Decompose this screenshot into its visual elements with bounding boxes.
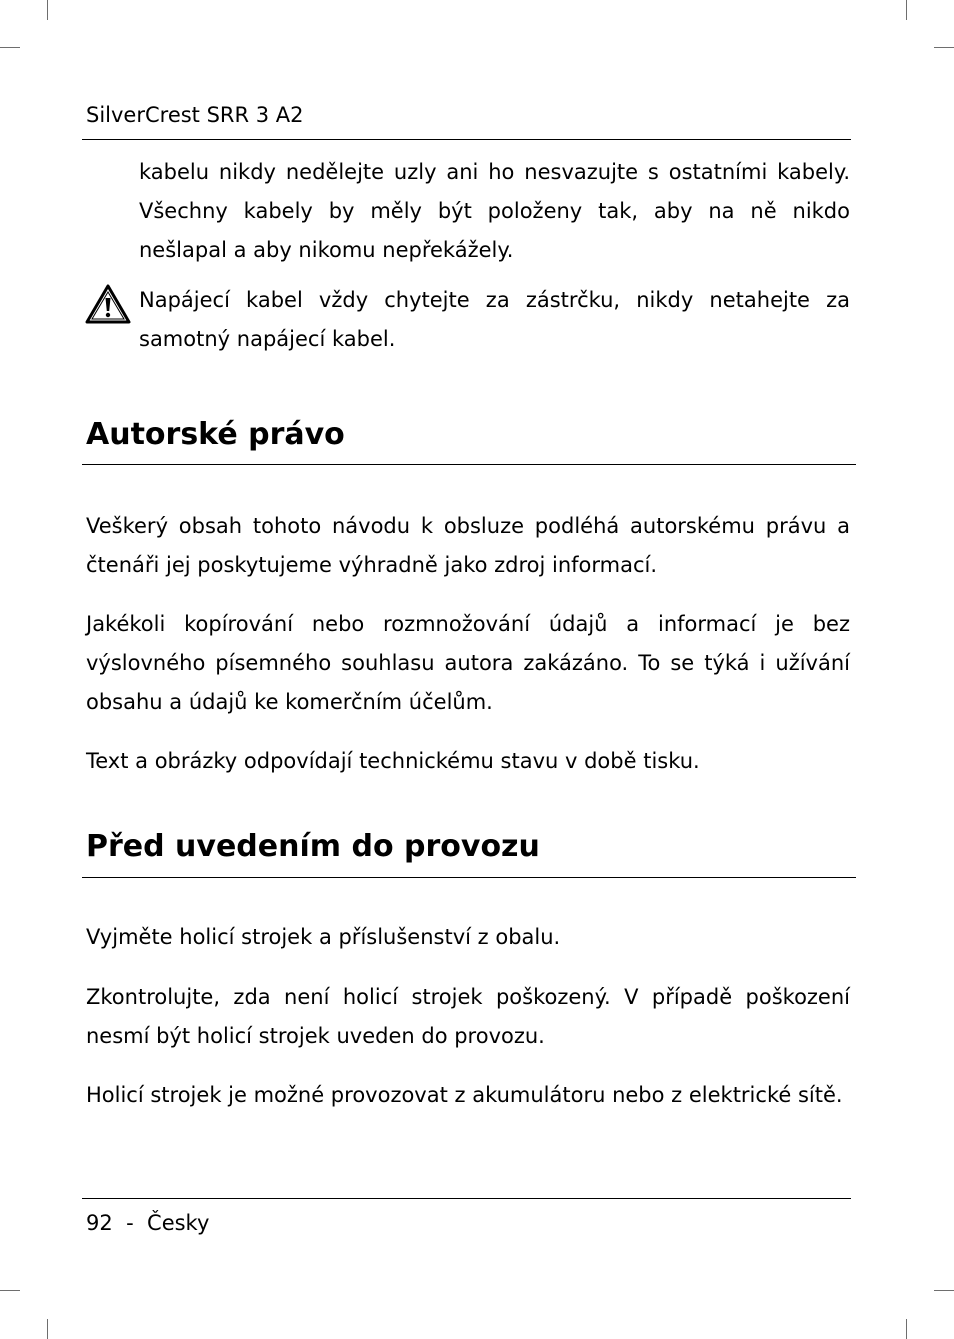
- startup-paragraph: Holicí strojek je možné provozovat z akumulátoru nebo z elektrické sítě.: [86, 1083, 843, 1107]
- document-header-title: SilverCrest SRR 3 A2: [86, 103, 304, 127]
- section-title-startup: Před uvedením do provozu: [86, 829, 540, 864]
- crop-mark: [47, 0, 48, 20]
- warning-paragraph: Napájecí kabel vždy chytejte za zástrčku, nikdy netahejte za samotný napájecí kabel.: [139, 288, 850, 351]
- header-rule: [82, 139, 851, 140]
- section-title-copyright: Autorské právo: [86, 417, 345, 452]
- page-number: 92: [86, 1211, 113, 1235]
- crop-mark: [906, 0, 907, 20]
- copyright-paragraph: Text a obrázky odpovídají technickému stavu v době tisku.: [86, 749, 700, 773]
- startup-paragraph: Vyjměte holicí strojek a příslušenství z obalu.: [86, 925, 561, 949]
- crop-mark: [47, 1319, 48, 1339]
- section-rule: [82, 464, 856, 465]
- footer-rule: [82, 1198, 851, 1199]
- section-rule: [82, 877, 856, 878]
- page-footer: [86, 1208, 209, 1238]
- startup-paragraph: Zkontrolujte, zda není holicí strojek poškozený. V případě poškození nesmí být holicí strojek uveden do provozu.: [86, 985, 850, 1048]
- crop-mark: [934, 1290, 954, 1291]
- copyright-paragraph: Veškerý obsah tohoto návodu k obsluze podléhá autorskému právu a čtenáři jej poskytujeme výhradně jako zdroj informací.: [86, 514, 850, 577]
- crop-mark: [906, 1319, 907, 1339]
- cable-paragraph: kabelu nikdy nedělejte uzly ani ho nesvazujte s ostatními kabely. Všechny kabely by měly být položeny tak, aby na ně nikdo nešlapal a aby nikomu nepřekážely.: [139, 160, 850, 262]
- crop-mark: [0, 47, 20, 48]
- crop-mark: [0, 1290, 20, 1291]
- footer-language: Česky: [147, 1211, 210, 1235]
- footer-separator: -: [126, 1211, 134, 1235]
- copyright-paragraph: Jakékoli kopírování nebo rozmnožování údajů a informací je bez výslovného písemného souhlasu autora zakázáno. To se týká i užívání obsahu a údajů ke komerčním účelům.: [86, 612, 850, 714]
- warning-triangle-icon: [84, 283, 132, 325]
- crop-mark: [934, 47, 954, 48]
